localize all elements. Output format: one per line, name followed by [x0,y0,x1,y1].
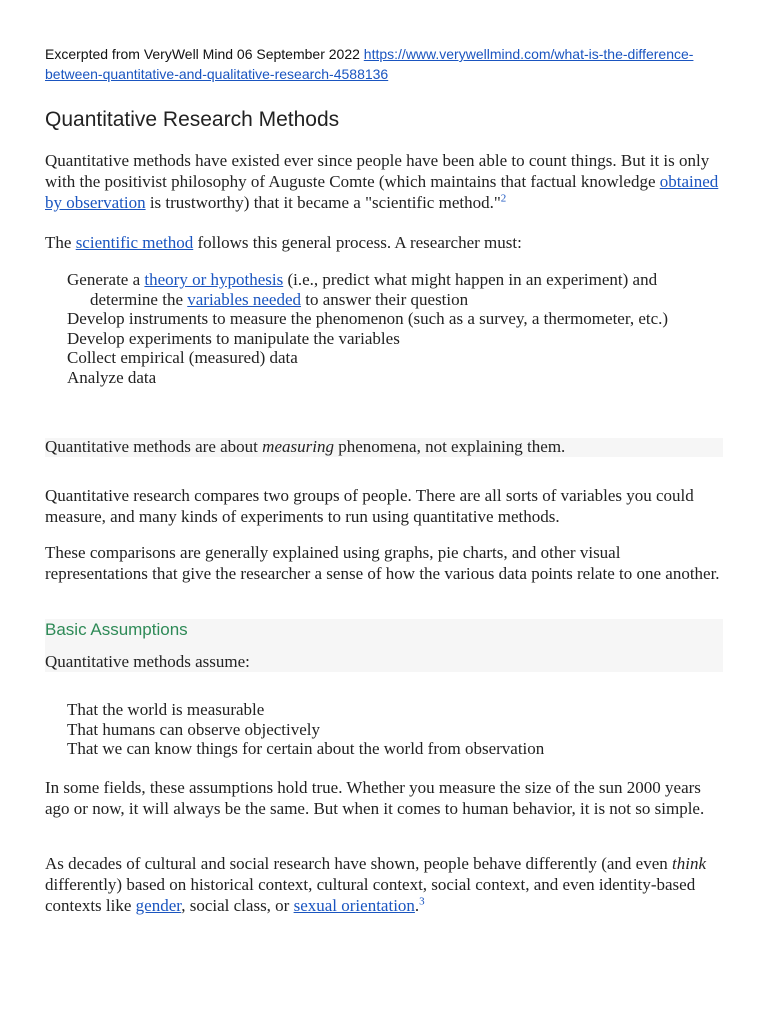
paragraph-scientific-method [45,232,723,253]
link-variables-needed[interactable]: variables needed [187,289,301,309]
list-item: That we can know things for certain about the world from observation [67,739,545,758]
assumptions-intro: Quantitative methods assume: [45,652,250,671]
list-item: That the world is measurable [67,700,265,719]
link-sexual-orientation[interactable]: sexual orientation [293,896,415,915]
paragraph-cultural-research [45,853,723,916]
text-run: phenomena, not explaining them. [333,437,566,456]
assumptions-list [67,700,723,759]
text-run: , social class, or [181,896,294,915]
link-scientific-method[interactable]: scientific method [75,233,194,252]
link-gender[interactable]: gender [135,896,182,915]
emphasis: measuring [262,437,334,456]
list-item [67,270,723,309]
list-item: That humans can observe objectively [67,719,321,739]
paragraph-positivism [45,150,723,213]
source-link[interactable]: https://www.verywellmind.com/what-is-the-difference-between-quantitative-and-qualitative-research-4588136 [45,46,694,82]
section-heading-basic-assumptions: Basic Assumptions [45,620,188,639]
text-run: is trustworthy) that it became a "scientific method." [145,193,501,212]
text-run: Quantitative methods are about [45,437,263,456]
link-obtained-by-observation[interactable]: obtained by observation [45,172,719,212]
list-item: Develop instruments to measure the phenomenon (such as a survey, a thermometer, etc.) [67,309,669,328]
text-run: follows this general process. A researcher must: [193,233,522,252]
link-theory-or-hypothesis[interactable]: theory or hypothesis [144,270,284,289]
footnote-ref-3[interactable]: 3 [419,895,425,908]
list-item: Analyze data [67,367,157,387]
text-run: (i.e., predict what might happen in an experiment) and determine the [90,270,658,309]
process-steps-list [67,270,723,387]
paragraph-assumptions-hold: In some fields, these assumptions hold true. Whether you measure the size of the sun 2000 years ago or now, it will always be the same. But when it comes to human behavior, it is not so simple. [45,778,705,818]
list-item: Develop experiments to manipulate the variables [67,328,400,348]
paragraph-compares-groups: Quantitative research compares two groups of people. There are all sorts of variables you could measure, and many kinds of experiments to run using quantitative methods. [45,486,694,526]
text-run: to answer their question [301,289,469,309]
paragraph-comparisons: These comparisons are generally explained using graphs, pie charts, and other visual representations that give the researcher a sense of how the various data points relate to one another. [45,543,720,583]
text-run: As decades of cultural and social research have shown, people behave differently (and even [45,854,673,873]
list-item: Collect empirical (measured) data [67,348,298,367]
text-run: Quantitative methods have existed ever since people have been able to count things. But it is only with the positivist philosophy of Auguste Comte (which maintains that factual knowledge [45,151,710,191]
source-prefix: Excerpted from VeryWell Mind 06 September 2022 [45,46,360,62]
source-citation [45,45,723,84]
emphasis: think [672,854,707,873]
page-title: Quantitative Research Methods [45,108,340,131]
footnote-ref-2[interactable]: 2 [500,192,507,205]
callout-measuring [45,436,723,457]
text-run: The [45,233,76,252]
text-run: differently) based on historical context, cultural context, social context, and even identity-based contexts like [45,875,696,915]
text-run: Generate a [67,270,145,289]
text-run: . [414,896,420,915]
